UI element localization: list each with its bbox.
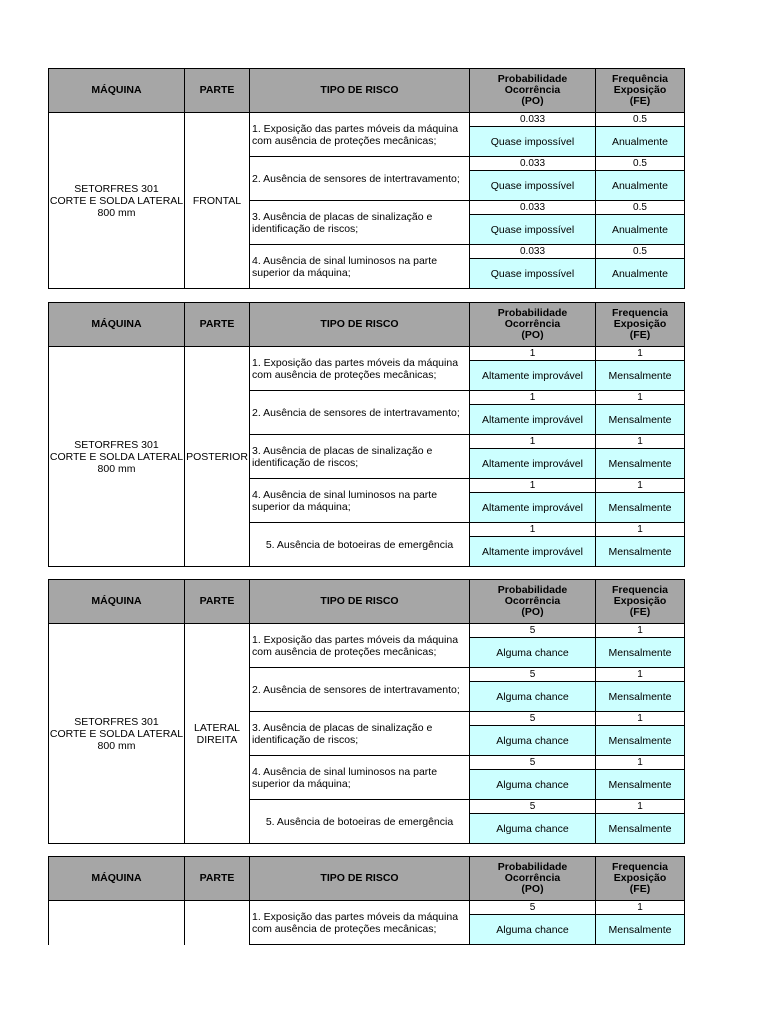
fe-value: 1	[596, 624, 685, 638]
risk-text: 1. Exposição das partes móveis da máquina com ausência de proteções mecânicas;	[250, 347, 470, 391]
risk-text: 3. Ausência de placas de sinalização e identificação de riscos;	[250, 435, 470, 479]
risk-text: 3. Ausência de placas de sinalização e identificação de riscos;	[250, 712, 470, 756]
po-label: Alguma chance	[470, 638, 596, 668]
fe-label: Mensalmente	[596, 770, 685, 800]
table-header-row	[49, 580, 685, 624]
po-value: 5	[470, 901, 596, 915]
fe-value: 1	[596, 756, 685, 770]
fe-value: 0.5	[596, 201, 685, 215]
header-maquina: MÁQUINA	[49, 857, 185, 901]
risk-text: 2. Ausência de sensores de intertravamento;	[250, 157, 470, 201]
table-row	[49, 624, 685, 638]
po-label: Alguma chance	[470, 682, 596, 712]
header-po: Probabilidade Ocorrência (PO)	[470, 580, 596, 624]
po-label: Quase impossível	[470, 127, 596, 157]
risk-text: 5. Ausência de botoeiras de emergência	[250, 800, 470, 844]
po-label: Alguma chance	[470, 770, 596, 800]
fe-label: Anualmente	[596, 259, 685, 289]
risk-text: 2. Ausência de sensores de intertravamento;	[250, 668, 470, 712]
header-po: Probabilidade Ocorrência (PO)	[470, 857, 596, 901]
po-value: 5	[470, 624, 596, 638]
header-tipo-risco: TIPO DE RISCO	[250, 580, 470, 624]
header-fe: Frequencia Exposição (FE)	[596, 857, 685, 901]
po-value: 1	[470, 479, 596, 493]
fe-value: 1	[596, 523, 685, 537]
fe-value: 1	[596, 391, 685, 405]
table-row	[49, 901, 685, 915]
po-value: 0.033	[470, 201, 596, 215]
po-value: 5	[470, 800, 596, 814]
fe-value: 1	[596, 435, 685, 449]
machine-cell: SETORFRES 301 CORTE E SOLDA LATERAL 800 mm	[49, 347, 185, 567]
risk-text: 4. Ausência de sinal luminosos na parte superior da máquina;	[250, 756, 470, 800]
po-label: Altamente improvável	[470, 361, 596, 391]
parte-cell: POSTERIOR	[185, 347, 250, 567]
fe-value: 0.5	[596, 157, 685, 171]
po-label: Quase impossível	[470, 171, 596, 201]
parte-cell: LATERAL DIREITA	[185, 624, 250, 844]
po-label: Alguma chance	[470, 915, 596, 945]
machine-cell	[49, 901, 185, 945]
machine-cell: SETORFRES 301 CORTE E SOLDA LATERAL 800 mm	[49, 113, 185, 289]
po-value: 5	[470, 668, 596, 682]
risk-table-posterior	[48, 302, 685, 567]
fe-label: Mensalmente	[596, 361, 685, 391]
header-tipo-risco: TIPO DE RISCO	[250, 69, 470, 113]
po-value: 5	[470, 756, 596, 770]
fe-label: Anualmente	[596, 215, 685, 245]
risk-text: 4. Ausência de sinal luminosos na parte superior da máquina;	[250, 479, 470, 523]
header-maquina: MÁQUINA	[49, 303, 185, 347]
fe-label: Mensalmente	[596, 814, 685, 844]
po-value: 5	[470, 712, 596, 726]
po-label: Altamente improvável	[470, 493, 596, 523]
po-label: Altamente improvável	[470, 449, 596, 479]
fe-value: 1	[596, 479, 685, 493]
fe-label: Mensalmente	[596, 726, 685, 756]
risk-text: 1. Exposição das partes móveis da máquina com ausência de proteções mecânicas;	[250, 624, 470, 668]
fe-value: 0.5	[596, 245, 685, 259]
fe-label: Mensalmente	[596, 405, 685, 435]
risk-text: 2. Ausência de sensores de intertravamento;	[250, 391, 470, 435]
po-value: 0.033	[470, 113, 596, 127]
fe-label: Anualmente	[596, 171, 685, 201]
risk-table-frontal	[48, 68, 685, 289]
header-tipo-risco: TIPO DE RISCO	[250, 303, 470, 347]
table-row	[49, 113, 685, 127]
fe-value: 1	[596, 668, 685, 682]
table-header-row	[49, 857, 685, 901]
header-fe: Frequencia Exposição (FE)	[596, 580, 685, 624]
fe-label: Mensalmente	[596, 493, 685, 523]
header-maquina: MÁQUINA	[49, 580, 185, 624]
risk-table-lateral-direita	[48, 579, 685, 844]
po-value: 0.033	[470, 157, 596, 171]
po-label: Alguma chance	[470, 814, 596, 844]
header-fe: Frequencia Exposição (FE)	[596, 303, 685, 347]
risk-text: 4. Ausência de sinal luminosos na parte superior da máquina;	[250, 245, 470, 289]
parte-cell	[185, 901, 250, 945]
table-header-row	[49, 69, 685, 113]
fe-value: 0.5	[596, 113, 685, 127]
po-value: 1	[470, 391, 596, 405]
table-row	[49, 347, 685, 361]
fe-value: 1	[596, 800, 685, 814]
fe-label: Mensalmente	[596, 449, 685, 479]
header-po: Probabilidade Ocorrência (PO)	[470, 69, 596, 113]
po-label: Altamente improvável	[470, 405, 596, 435]
fe-label: Mensalmente	[596, 537, 685, 567]
fe-label: Mensalmente	[596, 915, 685, 945]
parte-cell: FRONTAL	[185, 113, 250, 289]
po-label: Quase impossível	[470, 259, 596, 289]
header-tipo-risco: TIPO DE RISCO	[250, 857, 470, 901]
fe-value: 1	[596, 347, 685, 361]
header-po: Probabilidade Ocorrência (PO)	[470, 303, 596, 347]
po-label: Quase impossível	[470, 215, 596, 245]
risk-text: 1. Exposição das partes móveis da máquina com ausência de proteções mecânicas;	[250, 901, 470, 945]
header-fe: Frequência Exposição (FE)	[596, 69, 685, 113]
header-maquina: MÁQUINA	[49, 69, 185, 113]
po-value: 0.033	[470, 245, 596, 259]
table-header-row	[49, 303, 685, 347]
po-value: 1	[470, 435, 596, 449]
po-label: Alguma chance	[470, 726, 596, 756]
risk-text: 5. Ausência de botoeiras de emergência	[250, 523, 470, 567]
header-parte: PARTE	[185, 303, 250, 347]
fe-label: Mensalmente	[596, 638, 685, 668]
fe-label: Mensalmente	[596, 682, 685, 712]
fe-value: 1	[596, 712, 685, 726]
fe-label: Anualmente	[596, 127, 685, 157]
risk-text: 3. Ausência de placas de sinalização e identificação de riscos;	[250, 201, 470, 245]
po-value: 1	[470, 523, 596, 537]
po-label: Altamente improvável	[470, 537, 596, 567]
machine-cell: SETORFRES 301 CORTE E SOLDA LATERAL 800 mm	[49, 624, 185, 844]
po-value: 1	[470, 347, 596, 361]
risk-text: 1. Exposição das partes móveis da máquina com ausência de proteções mecânicas;	[250, 113, 470, 157]
fe-value: 1	[596, 901, 685, 915]
header-parte: PARTE	[185, 580, 250, 624]
header-parte: PARTE	[185, 857, 250, 901]
header-parte: PARTE	[185, 69, 250, 113]
risk-table-partial	[48, 856, 685, 945]
